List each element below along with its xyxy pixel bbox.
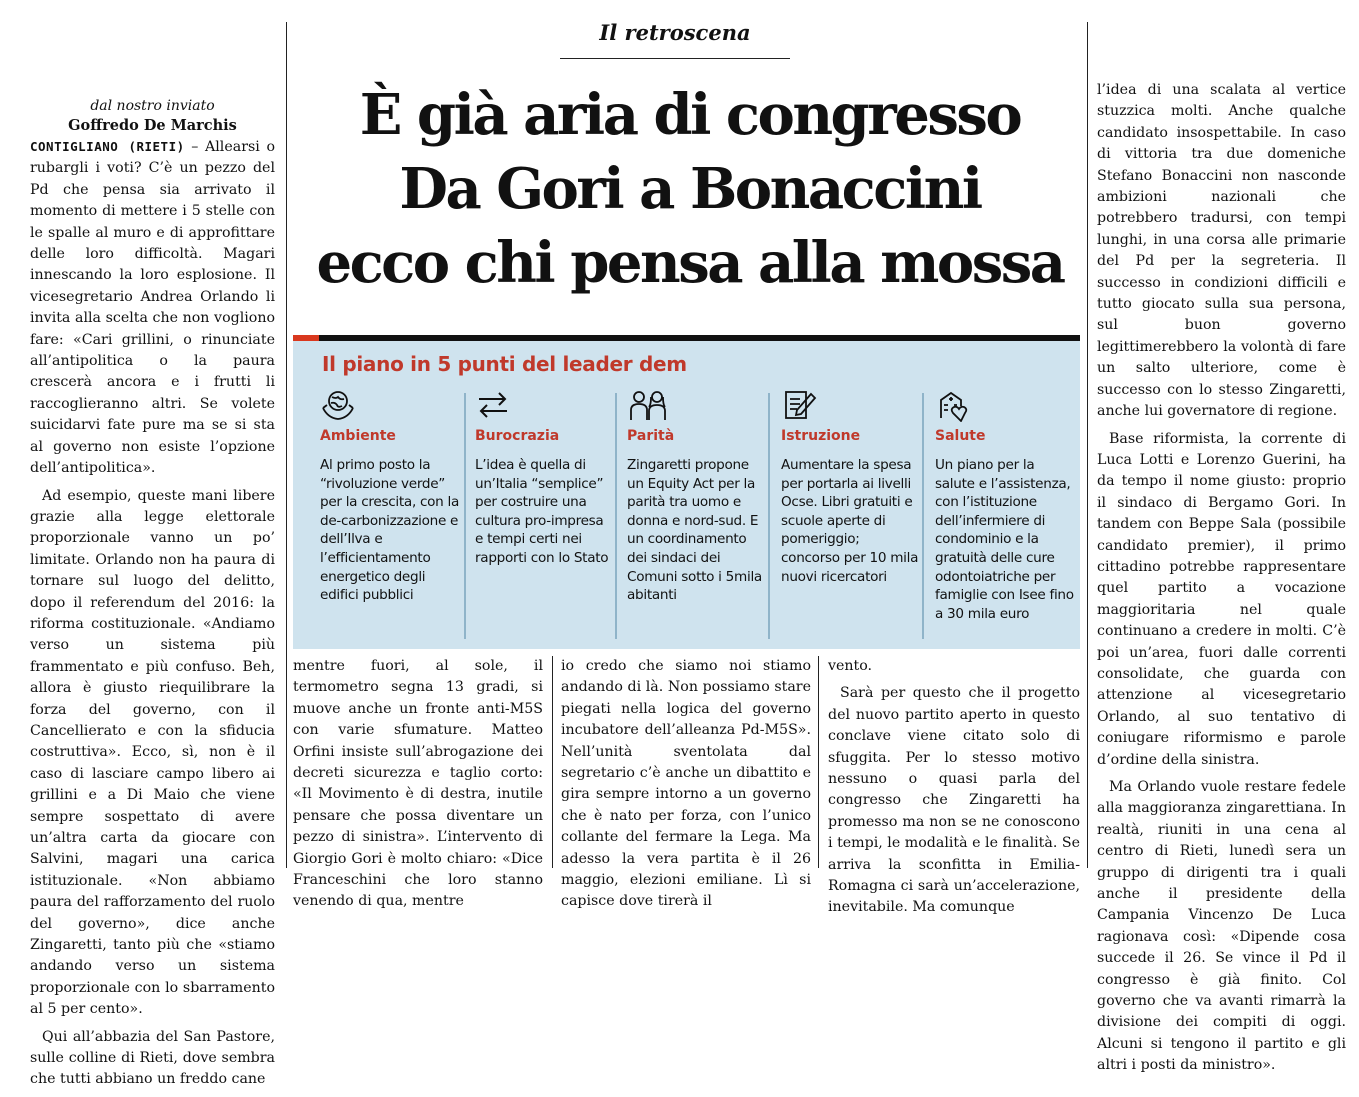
- point-divider: [922, 393, 924, 639]
- left-paragraph-2: Ad esempio, queste mani libere grazie alla legge elettorale proporzionale vanno un po’ limitate. Orlando non ha paura di tornare sul luogo del delitto, dopo il referendum del 2016: la riforma costituzionale. «Andiamo verso un sistema più frammentato e più confuso. Beh, allora è giusto riequilibrare la forza del governo, con il Cancellierato e con la sfiducia costruttiva». Ecco, sì, non è il caso di lasciare campo libero ai grillini e a Di Maio che viene sempre sospettato di avere un’altra carta da giocare con Salvini, magari una carica istituzionale. «Non abbiamo paura del rafforzamento del ruolo del governo», dice anche Zingaretti, tanto più che «stiamo andando verso un sistema proporzionale con lo sbarramento al 5 per cento».: [30, 487, 275, 1018]
- byline-name: Goffredo De Marchis: [68, 117, 237, 134]
- headline-line-3: ecco chi pensa alla mossa: [316, 230, 1064, 296]
- left-paragraph-1: [30, 136, 275, 480]
- plan-point-text: Un piano per la salute e l’assistenza, con l’istituzione dell’infermiere di condominio e la gratuità delle cure odontoiatriche per famiglie con Isee fino a 30 mila euro: [935, 457, 1074, 622]
- headline: [300, 78, 1080, 300]
- column-rule-mid-1: [552, 656, 553, 868]
- plan-point-title: Salute: [935, 428, 986, 444]
- point-divider: [615, 393, 617, 639]
- middle-column-2: [561, 656, 811, 919]
- earth-hands-icon: [320, 388, 460, 422]
- right-paragraph-3: Ma Orlando vuole restare fedele alla maggioranza zingarettiana. In realtà, riuniti in una cena al centro di Rieti, lunedì sera un gruppo di dirigenti tra i quali anche il presidente della Campania Vincenzo De Luca ragionava così: «Dipende cosa succede il 26. Se vince il Pd il congresso è già finito. Col governo che va avanti rimarrà la divisione dei compiti di oggi. Alcuni si tengono il partito e gli altri i posti da ministro».: [1097, 779, 1346, 1074]
- middle-column-3: [828, 656, 1080, 925]
- column-rule-mid-2: [818, 656, 819, 868]
- middle-column-1: [293, 656, 543, 919]
- plan-point-text: Zingaretti propone un Equity Act per la parità tra uomo e donna e nord-sud. E un coordinamento dei sindaci dei Comuni sotto i 5mila abitanti: [627, 457, 762, 604]
- mid2-paragraph: io credo che siamo noi stiamo andando di là. Non possiamo stare piegati nella logica del governo incubatore dell’alleanza Pd-M5S». Nell’unità sventolata dal segretario c’è anche un dibattito e gira sempre intorno a un governo che è nato per forza, con l’unico collante del fermare la Lega. Ma adesso la vera partita è il 26 maggio, elezioni emiliane. Lì si capisce dove tirerà il: [561, 658, 811, 910]
- plan-point-title: Istruzione: [781, 428, 861, 444]
- mid3-paragraph-1: vento.: [828, 658, 873, 674]
- hospital-heart-icon: [935, 388, 1075, 422]
- dateline: CONTIGLIANO (RIETI): [30, 139, 185, 154]
- left-column: [30, 136, 275, 1097]
- plan-point-title: Parità: [627, 428, 675, 444]
- point-divider: [768, 393, 770, 639]
- plan-point-parita: [627, 388, 767, 605]
- plan-box-top-bar: [293, 335, 1080, 341]
- byline-pre: dal nostro inviato: [90, 98, 215, 114]
- plan-point-ambiente: [320, 388, 460, 605]
- point-divider: [464, 393, 466, 639]
- column-rule-left: [286, 22, 287, 868]
- mid1-paragraph: mentre fuori, al sole, il termometro segna 13 gradi, si muove anche un fronte anti-M5S con varie sfumature. Matteo Orfini insiste sull’abrogazione dei decreti sicurezza e taglio corto: «Il Movimento è di destra, inutile pensare che possa diventare un pezzo di sinistra». L’intervento di Giorgio Gori è molto chiaro: «Dice Franceschini che loro stanno venendo di qua, mentre: [293, 658, 543, 910]
- kicker: Il retroscena: [599, 20, 751, 45]
- plan-box-accent: [293, 335, 319, 341]
- plan-point-istruzione: [781, 388, 921, 586]
- right-paragraph-1: l’idea di una scalata al vertice stuzzica molti. Anche qualche candidato insospettabile. In caso di vittoria tra due domeniche Stefano Bonaccini non nasconde ambizioni nazionali che potrebbero tradursi, con tempi lunghi, in una corsa alle primarie del Pd per la segreteria. Il successo in condizioni difficili e tutto giocato sulla sua persona, sul buon governo legittimerebbero la volontà di fare un salto ulteriore, come è successo con lo stesso Zingaretti, anche lui governatore di regione.: [1097, 82, 1346, 420]
- plan-box-title: Il piano in 5 punti del leader dem: [322, 352, 687, 376]
- plan-point-salute: [935, 388, 1075, 623]
- plan-point-text: L’idea è quella di un’Italia “semplice” per costruire una cultura pro-impresa e tempi certi nei rapporti con lo Stato: [475, 457, 609, 566]
- right-paragraph-2: Base riformista, la corrente di Luca Lotti e Lorenzo Guerini, ha da tempo il nome giusto: proprio il sindaco di Bergamo Gori. In tandem con Beppe Sala (possibile candidato premier), il primo cittadino potrebbe rappresentare quel partito a vocazione maggioritaria nel quale continuano a credere in molti. C’è poi un’area, fuori dalle correnti consolidate, che guarda con attenzione al vicesegretario Orlando, al suo tentativo di coniugare riformismo e parole d’ordine della sinistra.: [1097, 430, 1346, 768]
- plan-point-text: Al primo posto la “rivoluzione verde” per la crescita, con la de-carbonizzazione e dell’Ilva e l’efficientamento energetico degli edifici pubblici: [320, 457, 460, 604]
- column-rule-right: [1087, 22, 1088, 868]
- left-paragraph-3: Qui all’abbazia del San Pastore, sulle colline di Rieti, dove sembra che tutti abbiano un freddo cane: [30, 1028, 275, 1088]
- headline-line-1: È già aria di congresso: [359, 82, 1021, 148]
- kicker-rule: [560, 58, 790, 59]
- plan-point-title: Burocrazia: [475, 428, 560, 444]
- headline-line-2: Da Gori a Bonaccini: [399, 156, 981, 222]
- arrows-exchange-icon: [475, 388, 615, 422]
- man-woman-icon: [627, 388, 767, 422]
- notepad-pencil-icon: [781, 388, 921, 422]
- plan-point-burocrazia: [475, 388, 615, 568]
- mid3-paragraph-2: Sarà per questo che il progetto del nuovo partito aperto in questo conclave viene citato solo di sfuggita. Per lo stesso motivo nessuno o quasi parla del congresso che Zingaretti ha promesso ma non se ne conoscono i tempi, le modalità e le finalità. Se arriva la sconfitta in Emilia-Romagna ci sarà un’accelerazione, inevitabile. Ma comunque: [828, 685, 1080, 916]
- right-column: [1097, 80, 1346, 1083]
- plan-point-title: Ambiente: [320, 428, 396, 444]
- plan-point-text: Aumentare la spesa per portarla ai livelli Ocse. Libri gratuiti e scuole aperte di pomeriggio; concorso per 10 mila nuovi ricercatori: [781, 457, 919, 585]
- left-paragraph-1-text: – Allearsi o rubargli i voti? C’è un pezzo del Pd che pensa sia arrivato il momento di mettere i 5 stelle con le spalle al muro e di approfittare delle loro difficoltà. Magari innescando la loro esplosione. Il vicesegretario Andrea Orlando li invita alla scelta che non vogliono fare: «Cari grillini, o rinunciate all’antipolitica o la paura crescerà ancora e i frutti li raccoglieranno altri. Se volete suicidarvi fate pure ma se si sta al governo non esiste l’opzione dell’antipolitica».: [30, 139, 275, 477]
